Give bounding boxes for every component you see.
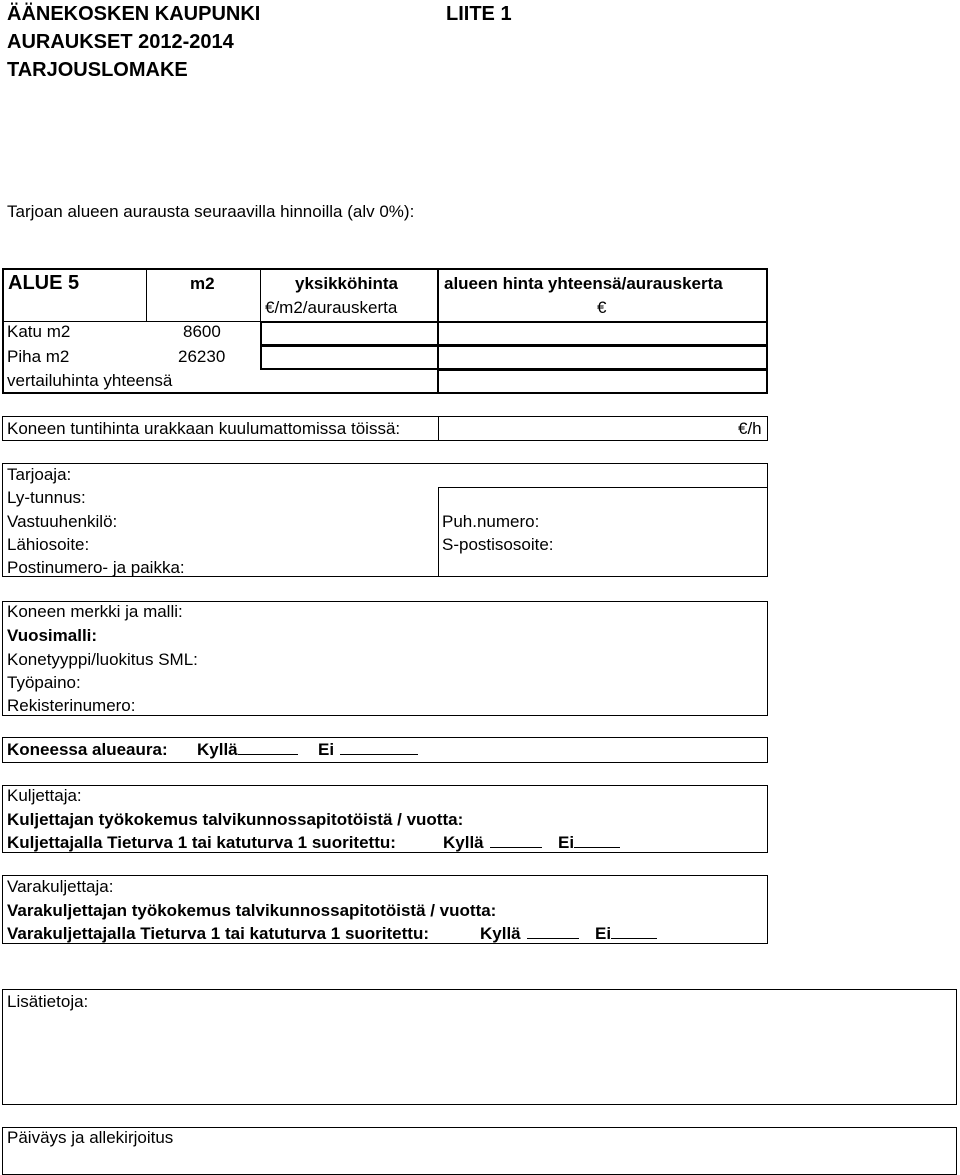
row-piha-value: 26230: [178, 347, 226, 366]
contract-title: AURAUKSET 2012-2014: [7, 31, 234, 53]
unit-price-input-katu[interactable]: [260, 321, 768, 346]
street-address-label: Lähiosoite:: [7, 535, 90, 554]
contact-person-label: Vastuuhenkilö:: [7, 512, 118, 531]
form-title: TARJOUSLOMAKE: [7, 59, 188, 81]
driver-experience-label: Kuljettajan työkokemus talvikunnossapitotöistä / vuotta:: [7, 810, 464, 829]
col-unit-price-unit: €/m2/aurauskerta: [265, 298, 398, 317]
area-name: ALUE 5: [8, 272, 80, 294]
driver-tieturva-label: Kuljettajalla Tieturva 1 tai katuturva 1 suoritettu:: [7, 833, 396, 852]
substitute-tieturva-no[interactable]: [595, 924, 657, 944]
additional-info-label: Lisätietoja:: [7, 992, 89, 1011]
phone-label: Puh.numero:: [442, 512, 540, 531]
annex-label: LIITE 1: [446, 3, 512, 25]
substitute-tieturva-no-label: Ei: [595, 924, 612, 943]
row-piha-label: Piha m2: [7, 347, 70, 366]
row-katu-label: Katu m2: [7, 322, 71, 341]
intro-text: Tarjoan alueen aurausta seuraavilla hinnoilla (alv 0%):: [7, 202, 415, 221]
driver-tieturva-no[interactable]: [558, 833, 620, 853]
driver-tieturva-yes-label: Kyllä: [443, 833, 484, 852]
col-total-unit: €: [597, 298, 607, 317]
hourly-price-unit: €/h: [738, 419, 762, 438]
substitute-tieturva-yes[interactable]: [480, 924, 579, 944]
area-plow-no-label: Ei: [318, 740, 335, 759]
area-plow-yes[interactable]: [197, 740, 298, 760]
additional-info-field[interactable]: [2, 989, 957, 1105]
registration-label: Rekisterinumero:: [7, 696, 136, 715]
col-total-header: alueen hinta yhteensä/aurauskerta: [444, 274, 723, 293]
col-m2-header: m2: [190, 274, 215, 293]
area-plow-yes-label: Kyllä: [197, 740, 238, 759]
signature-label: Päiväys ja allekirjoitus: [7, 1128, 174, 1147]
org-title: ÄÄNEKOSKEN KAUPUNKI: [7, 3, 261, 25]
email-label: S-postisosoite:: [442, 535, 554, 554]
col-unit-price-header: yksikköhinta: [295, 274, 398, 293]
substitute-label: Varakuljettaja:: [7, 877, 114, 896]
row-katu-value: 8600: [183, 322, 221, 341]
substitute-experience-label: Varakuljettajan työkokemus talvikunnossapitotöistä / vuotta:: [7, 901, 497, 920]
machine-type-label: Konetyyppi/luokitus SML:: [7, 650, 198, 669]
bidder-label: Tarjoaja:: [7, 465, 72, 484]
area-plow-no[interactable]: [318, 740, 418, 760]
hourly-price-label: Koneen tuntihinta urakkaan kuulumattomissa töissä:: [7, 419, 401, 438]
hourly-price-input[interactable]: [439, 417, 767, 440]
weight-label: Työpaino:: [7, 673, 81, 692]
driver-tieturva-yes[interactable]: [443, 833, 542, 853]
driver-tieturva-no-label: Ei: [558, 833, 575, 852]
unit-price-input-piha[interactable]: [260, 345, 768, 370]
business-id-label: Ly-tunnus:: [7, 488, 86, 507]
total-label: vertailuhinta yhteensä: [7, 371, 173, 390]
machine-model-label: Koneen merkki ja malli:: [7, 602, 183, 621]
substitute-tieturva-yes-label: Kyllä: [480, 924, 521, 943]
model-year-label: Vuosimalli:: [7, 626, 98, 645]
area-plow-label: Koneessa alueaura:: [7, 740, 168, 759]
driver-label: Kuljettaja:: [7, 786, 82, 805]
total-price-input[interactable]: [437, 369, 768, 394]
postal-code-label: Postinumero- ja paikka:: [7, 558, 185, 577]
substitute-tieturva-label: Varakuljettajalla Tieturva 1 tai katuturva 1 suoritettu:: [7, 924, 430, 943]
